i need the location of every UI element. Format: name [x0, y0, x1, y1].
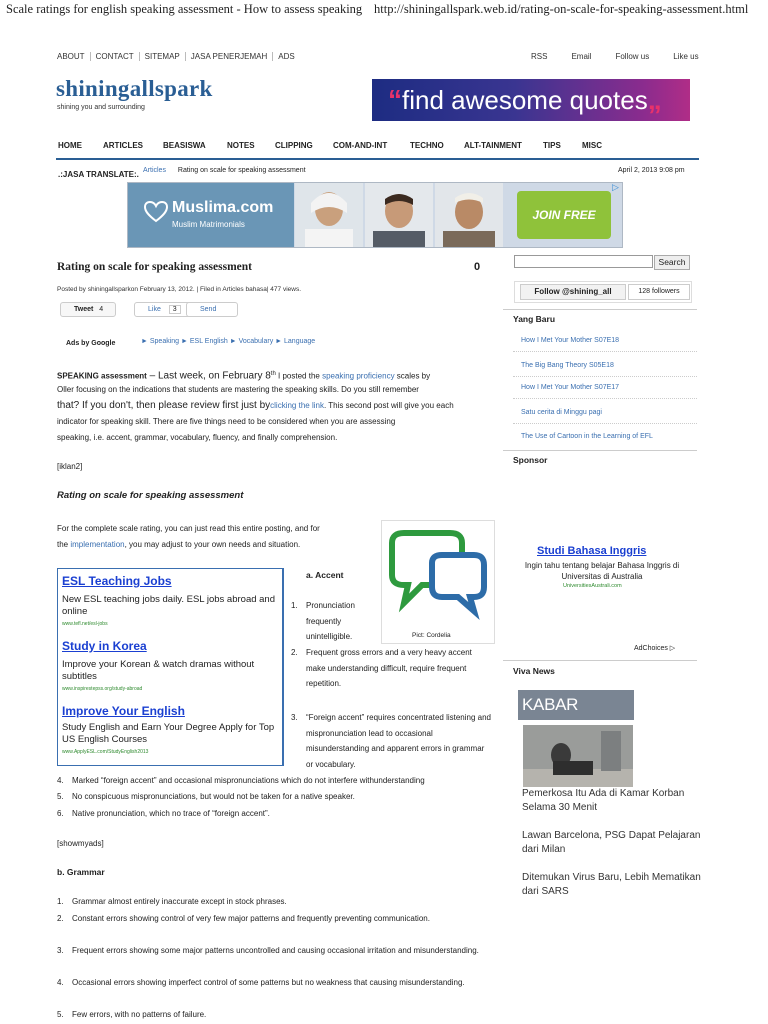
muslima-brand-name: Muslima.com — [172, 199, 274, 216]
ad-improve-english-url[interactable]: www.ApplyESL.com/StudyEnglish2013 — [62, 749, 149, 755]
breadcrumb-articles[interactable]: Articles — [143, 167, 166, 174]
email-link[interactable]: Email — [571, 52, 592, 61]
news-link[interactable]: Lawan Barcelona, PSG Dapat Pelajaran dari Milan — [522, 830, 701, 855]
recent-post-link[interactable]: Satu cerita di Minggu pagi — [521, 409, 602, 416]
site-tagline: shining you and surrounding — [57, 104, 145, 111]
close-quote-icon: „ — [647, 84, 662, 115]
nav-alt-tainment[interactable]: ALT-TAINMENT — [464, 141, 522, 150]
speaking-proficiency-link[interactable]: speaking proficiency — [322, 371, 395, 381]
sponsor-heading: Sponsor — [513, 455, 548, 465]
social-nav — [507, 52, 699, 61]
breadcrumb-current: Rating on scale for speaking assessment — [177, 167, 306, 174]
ad-photo-3 — [435, 183, 503, 247]
accent-item: 2. Frequent gross errors and a very heavy accent make understanding difficult, require frequent repetition. — [291, 648, 472, 688]
adchoices-link[interactable]: AdChoices ▷ — [634, 645, 676, 652]
print-page-title: Scale ratings for english speaking assessment - How to assess speaking — [6, 2, 363, 16]
muslima-ad-banner[interactable] — [127, 182, 623, 270]
ad-improve-english-link[interactable]: Improve Your English — [62, 704, 185, 718]
open-quote-icon: “ — [388, 84, 402, 115]
grammar-item: 4. Occasional errors showing imperfect control of some patterns but no weakness that causing misunderstanding. — [57, 978, 465, 987]
viva-news-heading: Viva News — [513, 666, 555, 676]
nav-com-and-int[interactable]: COM-AND-INT — [333, 141, 388, 150]
like-count: 3 — [169, 305, 181, 314]
banner-text: find awesome quotes — [402, 85, 648, 115]
nav-techno[interactable]: TECHNO — [410, 141, 444, 150]
clicking-the-link[interactable]: clicking the link — [270, 401, 324, 410]
intro-text-1: – Last week, on February 8 — [146, 370, 271, 382]
news-link[interactable]: Ditemukan Virus Baru, Lebih Mematikan dari SARS — [522, 872, 701, 897]
intro-line-2: Oller focusing on the indications that students are mastering the speaking skills. Do you still remember — [57, 385, 419, 394]
sidebar-divider — [503, 309, 697, 310]
main-nav — [56, 132, 699, 160]
tweet-button[interactable] — [60, 302, 116, 317]
heart-icon — [144, 201, 168, 223]
grammar-item: 3. Frequent errors showing some major patterns uncontrolled and causing occasional irritation and misunderstanding. — [57, 946, 479, 955]
top-nav-about[interactable]: ABOUT — [52, 52, 91, 61]
studi-bahasa-inggris-text: Ingin tahu tentang belajar Bahasa Inggris di Universitas di Australia — [524, 561, 680, 581]
accent-item: 6. Native pronunciation, which no trace of “foreign accent”. — [57, 809, 270, 818]
search-input[interactable] — [514, 255, 653, 268]
like-label: Like — [148, 306, 161, 313]
accent-item: 3. “Foreign accent” requires concentrated listening and mispronunciation lead to occasional misunderstanding and apparent errors in grammar or vocabulary. — [291, 713, 491, 769]
intro-line-3a: that? If you don't, then please review first just by — [57, 400, 271, 411]
accent-item: 5. No conspicuous mispronunciations, but would not be taken for a native speaker. — [57, 792, 355, 801]
quotes-banner-ad[interactable] — [372, 79, 690, 121]
recent-post-link[interactable]: How I Met Your Mother S07E17 — [521, 384, 620, 391]
recent-post-link[interactable]: The Use of Cartoon in the Learning of EFL — [521, 433, 653, 440]
intro-line-4: indicator for speaking skill. There are five things need to be considered when you are assessing — [57, 417, 396, 426]
ad-info-icon[interactable]: ▷ — [612, 182, 619, 192]
sidebar-divider — [503, 450, 697, 451]
tweet-label: Tweet — [74, 306, 94, 313]
showmyads-placeholder: [showmyads] — [57, 839, 104, 848]
tweet-count: 4 — [99, 306, 104, 313]
intro-sup: th — [270, 371, 276, 377]
complete-line-2a: the — [57, 540, 71, 549]
ad-photo-1 — [295, 183, 363, 247]
recent-post-link[interactable]: How I Met Your Mother S07E18 — [521, 337, 620, 344]
picture-caption: Pict: Cordelia — [412, 632, 451, 639]
yang-baru-heading: Yang Baru — [513, 314, 556, 324]
ad-study-in-korea-link[interactable]: Study in Korea — [62, 639, 147, 653]
sidebar-separator — [513, 398, 697, 399]
nav-home[interactable]: HOME — [58, 141, 82, 150]
intro-text-3: scales by — [394, 371, 431, 381]
intro-bold: SPEAKING assessment — [57, 371, 147, 381]
news-photo[interactable] — [523, 725, 633, 787]
ad-esl-teaching-jobs-link[interactable]: ESL Teaching Jobs — [62, 574, 172, 588]
accent-item: 4. Marked “foreign accent” and occasional mispronunciations which do not interfere withunderstanding — [57, 776, 425, 785]
studi-bahasa-inggris-link[interactable]: Studi Bahasa Inggris — [537, 545, 647, 557]
sidebar-separator — [513, 351, 697, 352]
intro-line-3 — [57, 398, 493, 414]
implementation-link[interactable]: implementation — [70, 540, 125, 549]
top-nav — [52, 52, 300, 61]
iklan2-placeholder: [iklan2] — [57, 462, 83, 471]
send-label: Send — [200, 306, 217, 313]
ad-improve-english-text: Study English and Earn Your Degree Apply for Top US English Courses — [62, 722, 275, 745]
top-nav-sitemap[interactable]: SITEMAP — [140, 52, 186, 61]
grammar-heading: b. Grammar — [57, 867, 105, 877]
section-title: Rating on scale for speaking assessment — [57, 490, 244, 501]
jasa-translate-label[interactable]: .:JASA TRANSLATE:. — [58, 170, 139, 179]
complete-line-2b: , you may adjust to your own needs and situation. — [124, 540, 301, 549]
top-nav-ads[interactable]: ADS — [278, 52, 295, 61]
send-button[interactable] — [186, 302, 238, 317]
top-nav-contact[interactable]: CONTACT — [91, 52, 140, 61]
twitter-follower-count: 128 followers — [628, 284, 690, 300]
top-nav-jasa-penerjemah[interactable]: JASA PENERJEMAH — [186, 52, 273, 61]
recent-post-link[interactable]: The Big Bang Theory S05E18 — [521, 362, 614, 369]
studi-bahasa-inggris-url[interactable]: UniversitiesAustrali.com — [563, 583, 622, 589]
sidebar-separator — [513, 423, 697, 424]
like-button[interactable] — [134, 302, 192, 317]
like-us-link[interactable]: Like us — [673, 52, 699, 61]
join-free-now-button[interactable]: JOIN FREE NOW — [517, 191, 611, 239]
comment-count[interactable]: 0 — [474, 261, 481, 273]
site-logo[interactable]: shiningallspark — [56, 76, 213, 101]
nav-misc[interactable]: MISC — [582, 141, 602, 150]
complete-line-1: For the complete scale rating, you can just read this entire posting, and for — [57, 524, 320, 533]
google-ad-links[interactable]: ► Speaking ► ESL English ► Vocabulary ► Language — [141, 338, 316, 345]
follow-us-link[interactable]: Follow us — [615, 52, 650, 61]
ad-esl-teaching-jobs-text: New ESL teaching jobs daily. ESL jobs abroad and online — [62, 594, 276, 617]
nav-tips[interactable]: TIPS — [543, 141, 561, 150]
nav-notes[interactable]: NOTES — [227, 141, 255, 150]
accent-item: 1. Pronunciation frequently unintelligible. — [291, 601, 355, 641]
grammar-item: 2. Constant errors showing control of very few major patterns and frequently preventing communication. — [57, 914, 430, 923]
sidebar-separator — [513, 376, 697, 377]
nav-beasiswa[interactable]: BEASISWA — [163, 141, 206, 150]
grammar-item: 5. Few errors, with no patterns of failure. — [57, 1010, 207, 1019]
nav-clipping[interactable]: CLIPPING — [275, 141, 313, 150]
ads-by-google-label: Ads by Google — [66, 340, 116, 347]
twitter-follow-button[interactable]: Follow @shining_all — [520, 284, 626, 300]
ad-study-in-korea-text: Improve your Korean & watch dramas without subtitles — [62, 659, 255, 682]
intro-line-5: speaking, i.e. accent, grammar, vocabulary, fluency, and finally comprehension. — [57, 433, 338, 442]
news-link[interactable]: Pemerkosa Itu Ada di Kamar Korban Selama 30 Menit — [522, 788, 685, 813]
ad-photo-2 — [365, 183, 433, 247]
post-meta: Posted by shiningallsparkon February 13, 2012. | Filed in Articles bahasa| 477 views. — [57, 286, 302, 293]
ad-esl-teaching-jobs-url[interactable]: www.tefl.net/esl-jobs — [62, 621, 108, 627]
search-button[interactable]: Search — [654, 255, 690, 270]
muslima-brand-sub: Muslim Matrimonials — [172, 220, 245, 229]
grammar-item: 1. Grammar almost entirely inaccurate except in stock phrases. — [57, 897, 287, 906]
muslima-brand — [128, 183, 294, 247]
kabar-populer-label: KABAR — [518, 690, 634, 720]
speech-bubbles-image — [381, 520, 495, 644]
intro-line-3b: . This second post will give you each — [323, 401, 454, 410]
print-page-url: http://shiningallspark.web.id/rating-on-scale-for-speaking-assessment.html — [374, 2, 749, 16]
breadcrumb — [143, 167, 306, 174]
sidebar-divider — [503, 660, 697, 661]
rss-link[interactable]: RSS — [531, 52, 548, 61]
nav-articles[interactable]: ARTICLES — [103, 141, 143, 150]
intro-text-2: I posted the — [275, 371, 323, 381]
ad-study-in-korea-url[interactable]: www.inspirestepss.org/study-abroad — [62, 686, 143, 692]
speech-bubbles-icon — [382, 521, 494, 631]
accent-heading: a. Accent — [306, 570, 344, 580]
post-title: Rating on scale for speaking assessment — [57, 261, 252, 273]
current-date: April 2, 2013 9:08 pm — [618, 167, 685, 174]
